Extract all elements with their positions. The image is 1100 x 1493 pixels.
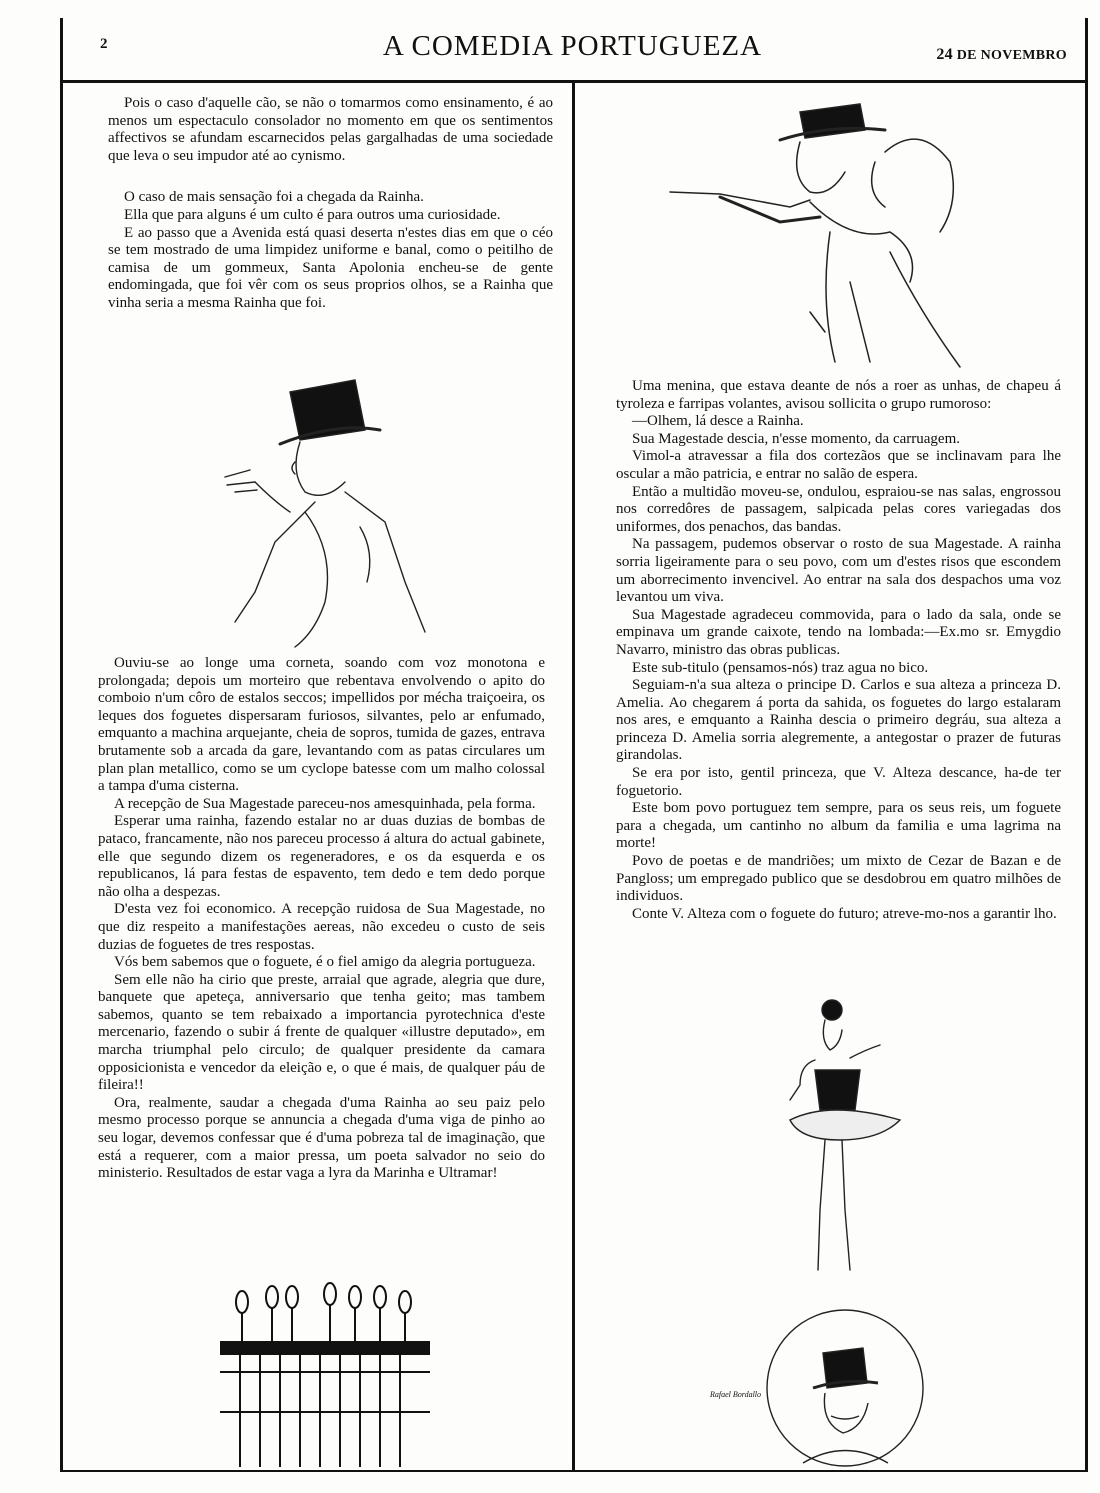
paragraph: Uma menina, que estava deante de nós a roer as unhas, de chapeu á tyroleza e farripas volantes, avisou sollicita o grupo rumoroso: bbox=[616, 378, 1061, 412]
paragraph: Conte V. Alteza com o foguete do futuro; atreve-mo-nos a garantir lho. bbox=[632, 905, 1057, 922]
pointing-women-illustration bbox=[660, 82, 1000, 372]
left-column-top bbox=[108, 95, 553, 313]
paragraph: —Olhem, lá desce a Rainha. bbox=[632, 413, 804, 430]
paragraph: Ouviu-se ao longe uma corneta, soando com voz monotona e prolongada; depois um morteiro que rebentava envolvendo o apito do comboio n'um côro de estalos seccos; impellidos por mécha traiçoeira, os leques dos foguetes dispersaram furiosos, silvantes, pelo ar enfumado, emquanto a machina arquejante, cheia de sopros, tumida de gazes, entrava brutamente sob a arcada da gare, levantando com as patas circulares um plan plan metallico, como se um cyclope batesse com um malho colossal a tampa d'uma cisterna. bbox=[98, 655, 545, 795]
ballerina-illustration bbox=[770, 990, 910, 1280]
paragraph: Ora, realmente, saudar a chegada d'uma Rainha ao seu paiz pelo mesmo processo porque se annuncia a chegada d'uma viga de pinho ao seu logar, devemos confessar que é d'uma pobreza tal de imaginação, que está a requerer, com a maior pressa, um poeta salvador no seio do ministerio. Resultados de estar vaga a lyra da Marinha e Ultramar! bbox=[98, 1094, 545, 1182]
paragraph: Ella que para alguns é um culto é para outros uma curiosidade. bbox=[124, 206, 501, 223]
right-column bbox=[616, 378, 1061, 923]
paragraph: Sua Magestade descia, n'esse momento, da carruagem. bbox=[632, 430, 961, 447]
issue-date-month: DE NOVEMBRO bbox=[956, 48, 1067, 63]
paragraph: Na passagem, pudemos observar o rosto de sua Magestade. A rainha sorria ligeiramente para o seu povo, com um d'estes risos que escondem um aborrecimento invencivel. Ao entrar na sala dos despachos uma voz levantou um viva. bbox=[616, 536, 1061, 606]
left-column-bottom bbox=[98, 655, 545, 1183]
paragraph: Povo de poetas e de mandriões; um mixto de Cezar de Bazan e de Pangloss; um empregado publico que se desdobrou em quatro milhões de individuos. bbox=[616, 853, 1061, 905]
masthead-title: A COMEDIA PORTUGUEZA bbox=[382, 30, 763, 62]
paragraph: A recepção de Sua Magestade pareceu-nos amesquinhada, pela forma. bbox=[114, 795, 536, 812]
page-number: 2 bbox=[100, 36, 108, 52]
paragraph: Esperar uma rainha, fazendo estalar no ar duas duzias de bombas de pataco, francamente, não nos pareceu processo á altura do actual gabinete, elle que segundo dizem os regeneradores, e os da esquerda e os republicanos, lá para festas de espavento, tem dedo e tem dedo porque não olha a despezas. bbox=[98, 813, 545, 900]
paragraph: Sem elle não ha cirio que preste, arraial que agrade, alegria que dure, banquete que apeteça, anniversario que tenha geito; mas tambem sabemos, quanto se tem rebaixado a importancia pyrotechnica d'este mercenario, fazendo o subir á frente de qualquer «illustre deputado», em marcha triumphal pelo circulo; de qualquer presidente da camara opposicionista e vencedor da eleição e, o que é mais, de qualquer páu de fileira!! bbox=[98, 971, 545, 1094]
paragraph: Este sub-titulo (pensamos-nós) traz agua no bico. bbox=[632, 659, 929, 676]
issue-date-day: 24 bbox=[936, 46, 953, 63]
page-header bbox=[60, 18, 1085, 83]
paragraph: Então a multidão moveu-se, ondulou, espraiou-se nas salas, engrossou nos corredôres de passagem, salpicada pelas cores variegadas dos uniformes, dos penachos, das bandas. bbox=[616, 483, 1061, 535]
paragraph: Vós bem sabemos que o foguete, é o fiel amigo da alegria portugueza. bbox=[114, 954, 536, 971]
issue-date bbox=[936, 46, 1067, 64]
candelabra-illustration bbox=[220, 1282, 430, 1467]
medallion-portrait-illustration bbox=[763, 1308, 928, 1468]
paragraph: Vimol-a atravessar a fila dos cortezãos que se inclinavam para lhe oscular a mão patricia, e entrar no salão de espera. bbox=[616, 448, 1061, 482]
paragraph: Este bom povo portuguez tem sempre, para os seus reis, um foguete para a chegada, um cantinho no album da familia e uma lagrima na morte! bbox=[616, 800, 1061, 852]
paragraph: O caso de mais sensação foi a chegada da Rainha. bbox=[124, 189, 424, 206]
paragraph: Sua Magestade agradeceu commovida, para o lado da sala, onde se empinava um grande caixote, tendo na lombada:—Ex.mo sr. Emygdio Navarro, ministro das obras publicas. bbox=[616, 606, 1061, 658]
paragraph: D'esta vez foi economico. A recepção ruidosa de Sua Magestade, no que diz respeito a manifestações aereas, não excedeu o custo de seis duzias de foguetes de tres respostas. bbox=[98, 901, 545, 953]
artist-signature: Rafael Bordallo bbox=[710, 1390, 762, 1399]
top-hat-gentleman-illustration bbox=[195, 352, 450, 652]
paragraph: Seguiam-n'a sua alteza o principe D. Carlos e sua alteza a princeza D. Amelia. Ao chegarem á porta da sahida, os foguetes do largo estalaram nos ares, e emquanto a Rainha descia o primeiro degráu, sua alteza a princeza D. Amelia sorria alegremente, a antegostar o prazer de futuras girandolas. bbox=[616, 677, 1061, 764]
paragraph: Pois o caso d'aquelle cão, se não o tomarmos como ensinamento, é ao menos um espectaculo consolador no momento em que os sentimentos affectivos se afundam escarnecidos pelas gargalhadas de uma sociedade que leva o seu impudor até ao cynismo. bbox=[108, 95, 553, 164]
paragraph: E ao passo que a Avenida está quasi deserta n'estes dias em que o céo se tem mostrado de uma limpidez uniforme e banal, como o peitilho de camisa de um gommeux, Santa Apolonia encheu-se de gente endomingada, que foi vêr com os seus proprios olhos, se a Rainha que vinha seria a mesma Rainha que foi. bbox=[108, 224, 553, 311]
column-divider bbox=[572, 82, 575, 1472]
paragraph: Se era por isto, gentil princeza, que V. Alteza descance, ha-de ter foguetorio. bbox=[616, 765, 1061, 799]
